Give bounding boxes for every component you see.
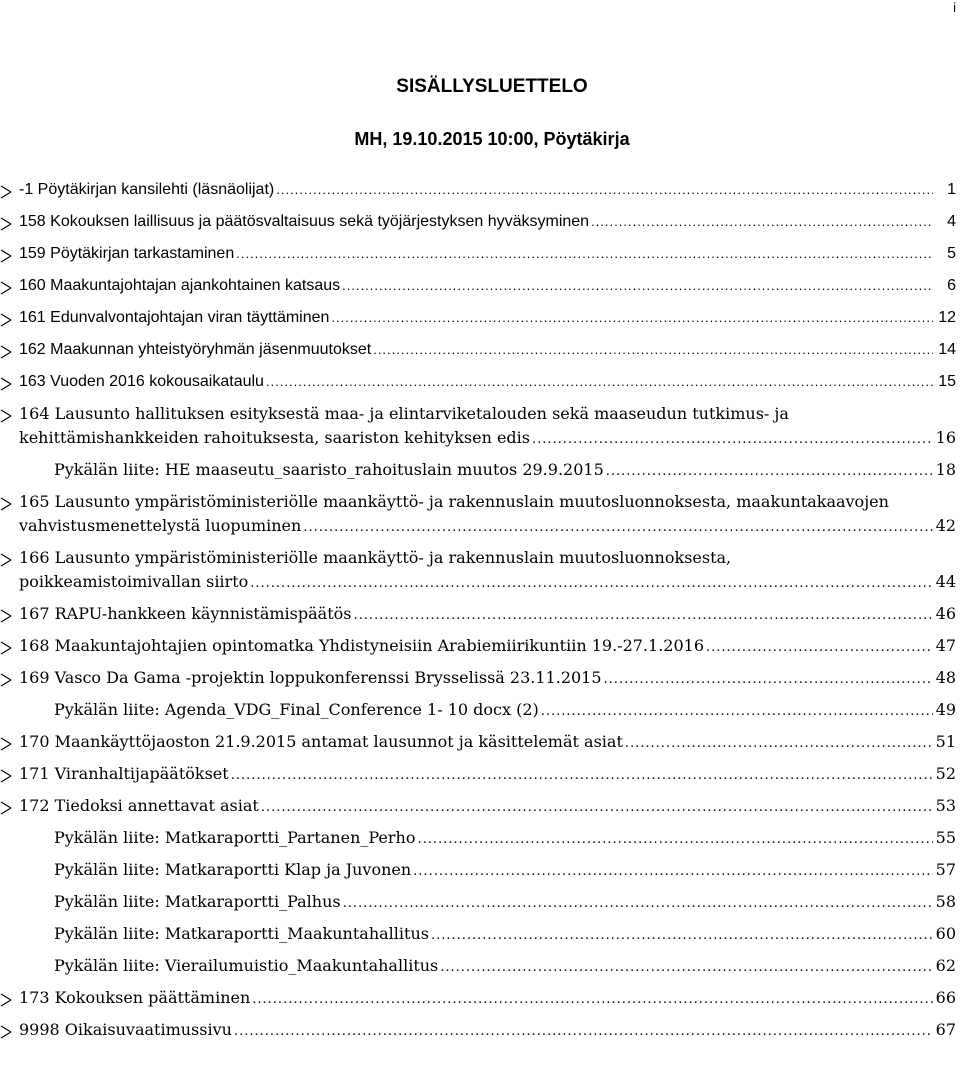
entry-title: kehittämishankkeiden rahoituksesta, saariston kehityksen edis [19, 428, 530, 447]
leader-dots [331, 306, 933, 330]
entry-title-line1: 166 Lausunto ympäristöministeriölle maankäyttö- ja rakennuslain muutosluonnoksesta, [19, 548, 732, 567]
toc-entry[interactable] [0, 490, 960, 546]
leader-dots [373, 338, 933, 362]
leader-dots [604, 668, 933, 692]
toc-entry[interactable] [0, 794, 960, 826]
section-marker-icon [0, 214, 12, 234]
leader-dots [431, 924, 933, 948]
entry-title: 172 Tiedoksi annettavat asiat [19, 796, 259, 815]
entry-page: 15 [938, 373, 956, 390]
entry-page: 53 [935, 796, 956, 815]
toc-subtitle: MH, 19.10.2015 10:00, Pöytäkirja [354, 129, 630, 149]
entry-title: poikkeamistoimivallan siirto [19, 572, 249, 591]
toc-entry[interactable] [0, 666, 960, 698]
toc-entry[interactable] [0, 274, 960, 306]
section-marker-icon [0, 374, 12, 394]
section-marker-icon [0, 310, 12, 330]
entry-title: Pykälän liite: Matkaraportti_Partanen_Perho [54, 828, 416, 847]
toc-attachment-entry[interactable] [0, 698, 960, 730]
toc-entry[interactable] [0, 402, 960, 458]
toc-attachment-entry[interactable] [0, 954, 960, 986]
entry-title: Pykälän liite: Agenda_VDG_Final_Conference 1- 10 docx (2) [54, 700, 539, 719]
leader-dots [252, 988, 932, 1012]
entry-title: Pykälän liite: Matkaraportti_Maakuntahallitus [54, 924, 429, 943]
section-marker-icon [0, 494, 12, 514]
toc-attachment-entry[interactable] [0, 922, 960, 954]
entry-title: 171 Viranhaltijapäätökset [19, 764, 229, 783]
entry-title: 161 Edunvalvontajohtajan viran täyttäminen [19, 309, 330, 326]
entry-title: Pykälän liite: HE maaseutu_saaristo_rahoituslain muutos 29.9.2015 [54, 460, 604, 479]
toc-entry[interactable] [0, 762, 960, 794]
entry-title: 160 Maakuntajohtajan ajankohtainen katsaus [19, 277, 341, 294]
entry-page: 14 [938, 341, 956, 358]
entry-title: 162 Maakunnan yhteistyöryhmän jäsenmuutokset [19, 341, 372, 358]
entry-page: 4 [947, 213, 956, 230]
toc-entry[interactable] [0, 602, 960, 634]
leader-dots [303, 516, 932, 540]
entry-page: 12 [938, 309, 956, 326]
section-marker-icon [0, 1022, 12, 1042]
section-marker-icon [0, 638, 12, 658]
leader-dots [342, 274, 933, 298]
entry-title: 168 Maakuntajohtajien opintomatka Yhdistyneisiin Arabiemiirikuntiin 19.-27.1.2016 [19, 636, 704, 655]
leader-dots [706, 636, 933, 660]
entry-page: 51 [935, 732, 956, 751]
leader-dots [250, 572, 932, 596]
entry-page: 52 [935, 764, 956, 783]
entry-page: 48 [935, 668, 956, 687]
toc-entry[interactable] [0, 306, 960, 338]
section-marker-icon [0, 798, 12, 818]
entry-page: 1 [947, 181, 956, 198]
leader-dots [266, 370, 933, 394]
leader-dots [353, 604, 932, 628]
leader-dots [606, 460, 933, 484]
entry-title: 163 Vuoden 2016 kokousaikataulu [19, 373, 264, 390]
entry-page: 44 [935, 572, 956, 591]
section-marker-icon [0, 670, 12, 690]
entry-page: 67 [935, 1020, 956, 1039]
section-marker-icon [0, 990, 12, 1010]
entry-page: 55 [935, 828, 956, 847]
entry-title: 173 Kokouksen päättäminen [19, 988, 251, 1007]
toc-entry[interactable] [0, 546, 960, 602]
toc-title: SISÄLLYSLUETTELO [396, 76, 588, 97]
leader-dots [234, 1020, 933, 1044]
entry-page: 60 [935, 924, 956, 943]
leader-dots [440, 956, 932, 980]
entry-page: 57 [935, 860, 956, 879]
toc-attachment-entry[interactable] [0, 890, 960, 922]
section-marker-icon [0, 550, 12, 570]
toc-entry[interactable] [0, 370, 960, 402]
section-marker-icon [0, 734, 12, 754]
entry-page: 46 [935, 604, 956, 623]
toc-entry[interactable] [0, 338, 960, 370]
entry-title: 167 RAPU-hankkeen käynnistämispäätös [19, 604, 352, 623]
leader-dots [276, 178, 933, 202]
section-marker-icon [0, 342, 12, 362]
entry-page: 6 [947, 277, 956, 294]
entry-title: Pykälän liite: Matkaraportti Klap ja Juvonen [54, 860, 412, 879]
entry-page: 18 [935, 460, 956, 479]
section-marker-icon [0, 246, 12, 266]
entry-page: 5 [947, 245, 956, 262]
entry-title: 9998 Oikaisuvaatimussivu [19, 1020, 232, 1039]
leader-dots [532, 428, 933, 452]
entry-title: 159 Pöytäkirjan tarkastaminen [19, 245, 235, 262]
entry-title: -1 Pöytäkirjan kansilehti (läsnäolijat) [19, 181, 275, 198]
entry-page: 66 [935, 988, 956, 1007]
section-marker-icon [0, 606, 12, 626]
entry-title-line1: 165 Lausunto ympäristöministeriölle maankäyttö- ja rakennuslain muutosluonnoksesta, maakuntakaavojen [19, 492, 889, 511]
entry-title: 170 Maankäyttöjaoston 21.9.2015 antamat lausunnot ja käsittelemät asiat [19, 732, 623, 751]
leader-dots [236, 242, 933, 266]
section-marker-icon [0, 406, 12, 426]
leader-dots [541, 700, 933, 724]
leader-dots [261, 796, 933, 820]
section-marker-icon [0, 278, 12, 298]
toc-attachment-entry[interactable] [0, 458, 960, 490]
toc-attachment-entry[interactable] [0, 858, 960, 890]
entry-title: Pykälän liite: Vierailumuistio_Maakuntahallitus [54, 956, 439, 975]
toc-entry[interactable] [0, 634, 960, 666]
leader-dots [413, 860, 932, 884]
toc-entry[interactable] [0, 210, 960, 242]
leader-dots [417, 828, 932, 852]
entry-page: 62 [935, 956, 956, 975]
entry-page: 42 [935, 516, 956, 535]
section-marker-icon [0, 766, 12, 786]
toc-entry[interactable] [0, 242, 960, 274]
entry-title: 169 Vasco Da Gama -projektin loppukonferenssi Brysselissä 23.11.2015 [19, 668, 602, 687]
toc-entry[interactable] [0, 730, 960, 762]
entry-page: 58 [935, 892, 956, 911]
leader-dots [231, 764, 933, 788]
page-number: i [953, 0, 956, 15]
entry-title: Pykälän liite: Matkaraportti_Palhus [54, 892, 341, 911]
entry-page: 47 [935, 636, 956, 655]
toc-entry[interactable] [0, 986, 960, 1018]
toc-entry[interactable] [0, 1018, 960, 1050]
toc-attachment-entry[interactable] [0, 826, 960, 858]
entry-title: vahvistusmenettelystä luopuminen [19, 516, 302, 535]
toc-list [0, 178, 960, 1050]
entry-page: 49 [935, 700, 956, 719]
entry-page: 16 [935, 428, 956, 447]
leader-dots [625, 732, 933, 756]
entry-title-line1: 164 Lausunto hallituksen esityksestä maa- ja elintarviketalouden sekä maaseudun tutkimus- ja [19, 404, 789, 423]
leader-dots [343, 892, 933, 916]
section-marker-icon [0, 182, 12, 202]
leader-dots [591, 210, 933, 234]
entry-title: 158 Kokouksen laillisuus ja päätösvaltaisuus sekä työjärjestyksen hyväksyminen [19, 213, 590, 230]
toc-entry[interactable] [0, 178, 960, 210]
